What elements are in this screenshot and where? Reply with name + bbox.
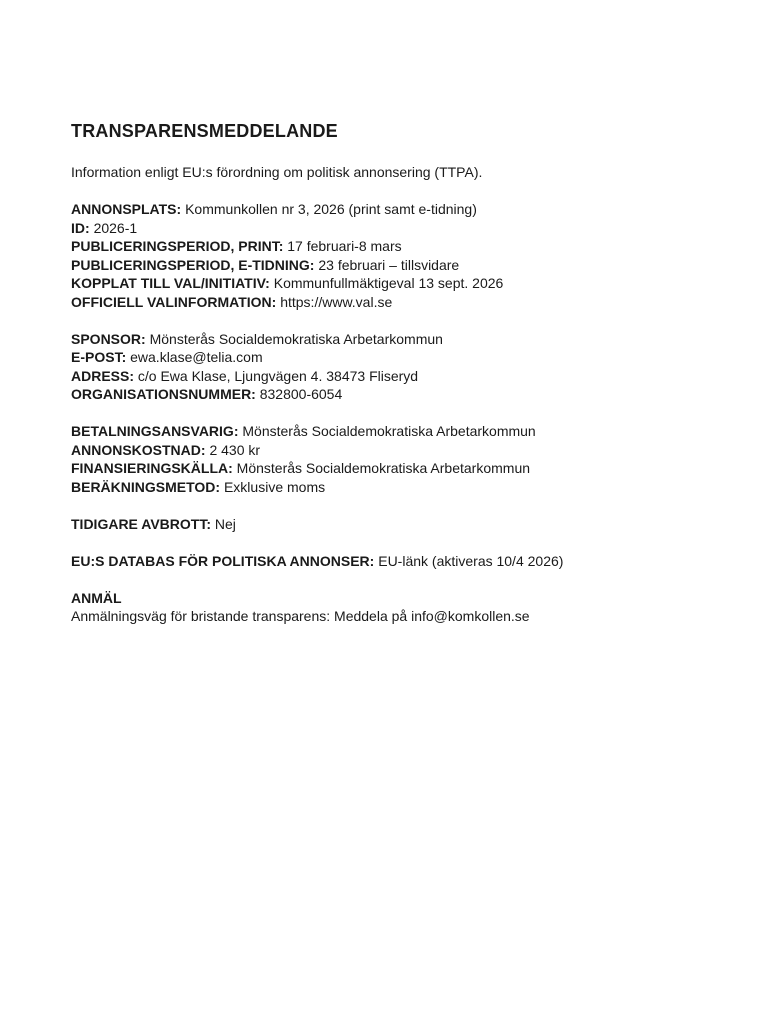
org-number-row [71, 385, 711, 404]
field-value: Mönsterås Socialdemokratiska Arbetarkommun [236, 460, 531, 476]
field-value: Mönsterås Socialdemokratiska Arbetarkommun [242, 423, 536, 439]
field-value: EU-länk (aktiveras 10/4 2026) [378, 552, 564, 569]
report-text: Anmälningsväg för bristande transparens: Meddela på info@komkollen.se [71, 608, 530, 624]
database-section [71, 552, 711, 571]
field-label: ADRESS: [71, 367, 135, 384]
document-page [71, 120, 711, 644]
intro-text: Information enligt EU:s förordning om politisk annonsering (TTPA). [71, 164, 483, 180]
ad-placement-row [71, 200, 711, 219]
field-value: Nej [214, 515, 236, 532]
field-label: PUBLICERINGSPERIOD, PRINT: [71, 238, 284, 254]
field-label: KOPPLAT TILL VAL/INITIATIV: [71, 275, 270, 291]
field-label: PUBLICERINGSPERIOD, E-TIDNING: [71, 256, 315, 273]
calculation-method-row [71, 478, 711, 497]
field-label: TIDIGARE AVBROTT: [71, 515, 211, 532]
field-value: ewa.klase@telia.com [130, 349, 263, 365]
field-value: Mönsterås Socialdemokratiska Arbetarkommun [149, 330, 443, 347]
field-label: ANNONSPLATS: [71, 201, 182, 217]
payer-row [71, 422, 711, 441]
field-label: SPONSOR: [71, 330, 146, 347]
ad-id-row [71, 219, 711, 238]
email-row [71, 348, 711, 367]
field-value: 2026-1 [93, 219, 138, 236]
field-label: BETALNINGSANSVARIG: [71, 423, 239, 439]
field-value: c/o Ewa Klase, Ljungvägen 4. 38473 Fliseryd [137, 367, 419, 384]
field-label: EU:S DATABAS FÖR POLITISKA ANNONSER: [71, 552, 375, 569]
report-section [71, 589, 711, 626]
field-label: BERÄKNINGSMETOD: [71, 478, 221, 495]
report-heading: ANMÄL [71, 589, 122, 606]
field-value: Kommunkollen nr 3, 2026 (print samt e-tidning) [185, 201, 477, 217]
ad-cost-row [71, 441, 711, 460]
field-label: ID: [71, 219, 90, 236]
ad-info-section [71, 200, 711, 311]
field-value: 17 februari-8 mars [287, 238, 402, 254]
field-value: 832800-6054 [259, 386, 343, 402]
interruptions-row [71, 515, 711, 534]
e-paper-period-row [71, 256, 711, 275]
field-label: FINANSIERINGSKÄLLA: [71, 460, 233, 476]
official-election-info-row [71, 293, 711, 312]
field-value: Exklusive moms [223, 478, 326, 495]
sponsor-row [71, 330, 711, 349]
address-row [71, 367, 711, 386]
field-label: ORGANISATIONSNUMMER: [71, 386, 256, 402]
eu-database-row [71, 552, 711, 571]
field-label: E-POST: [71, 349, 127, 365]
sponsor-section [71, 330, 711, 404]
field-value: 2 430 kr [209, 441, 261, 458]
linked-election-row [71, 274, 711, 293]
funding-source-row [71, 459, 711, 478]
field-label: OFFICIELL VALINFORMATION: [71, 293, 277, 310]
interruptions-section [71, 515, 711, 534]
field-value: 23 februari – tillsvidare [318, 256, 460, 273]
payment-section [71, 422, 711, 496]
field-value: https://www.val.se [280, 293, 393, 310]
document-title: TRANSPARENSMEDDELANDE [71, 121, 338, 141]
field-label: ANNONSKOSTNAD: [71, 441, 206, 458]
field-value: Kommunfullmäktigeval 13 sept. 2026 [273, 275, 504, 291]
print-period-row [71, 237, 711, 256]
